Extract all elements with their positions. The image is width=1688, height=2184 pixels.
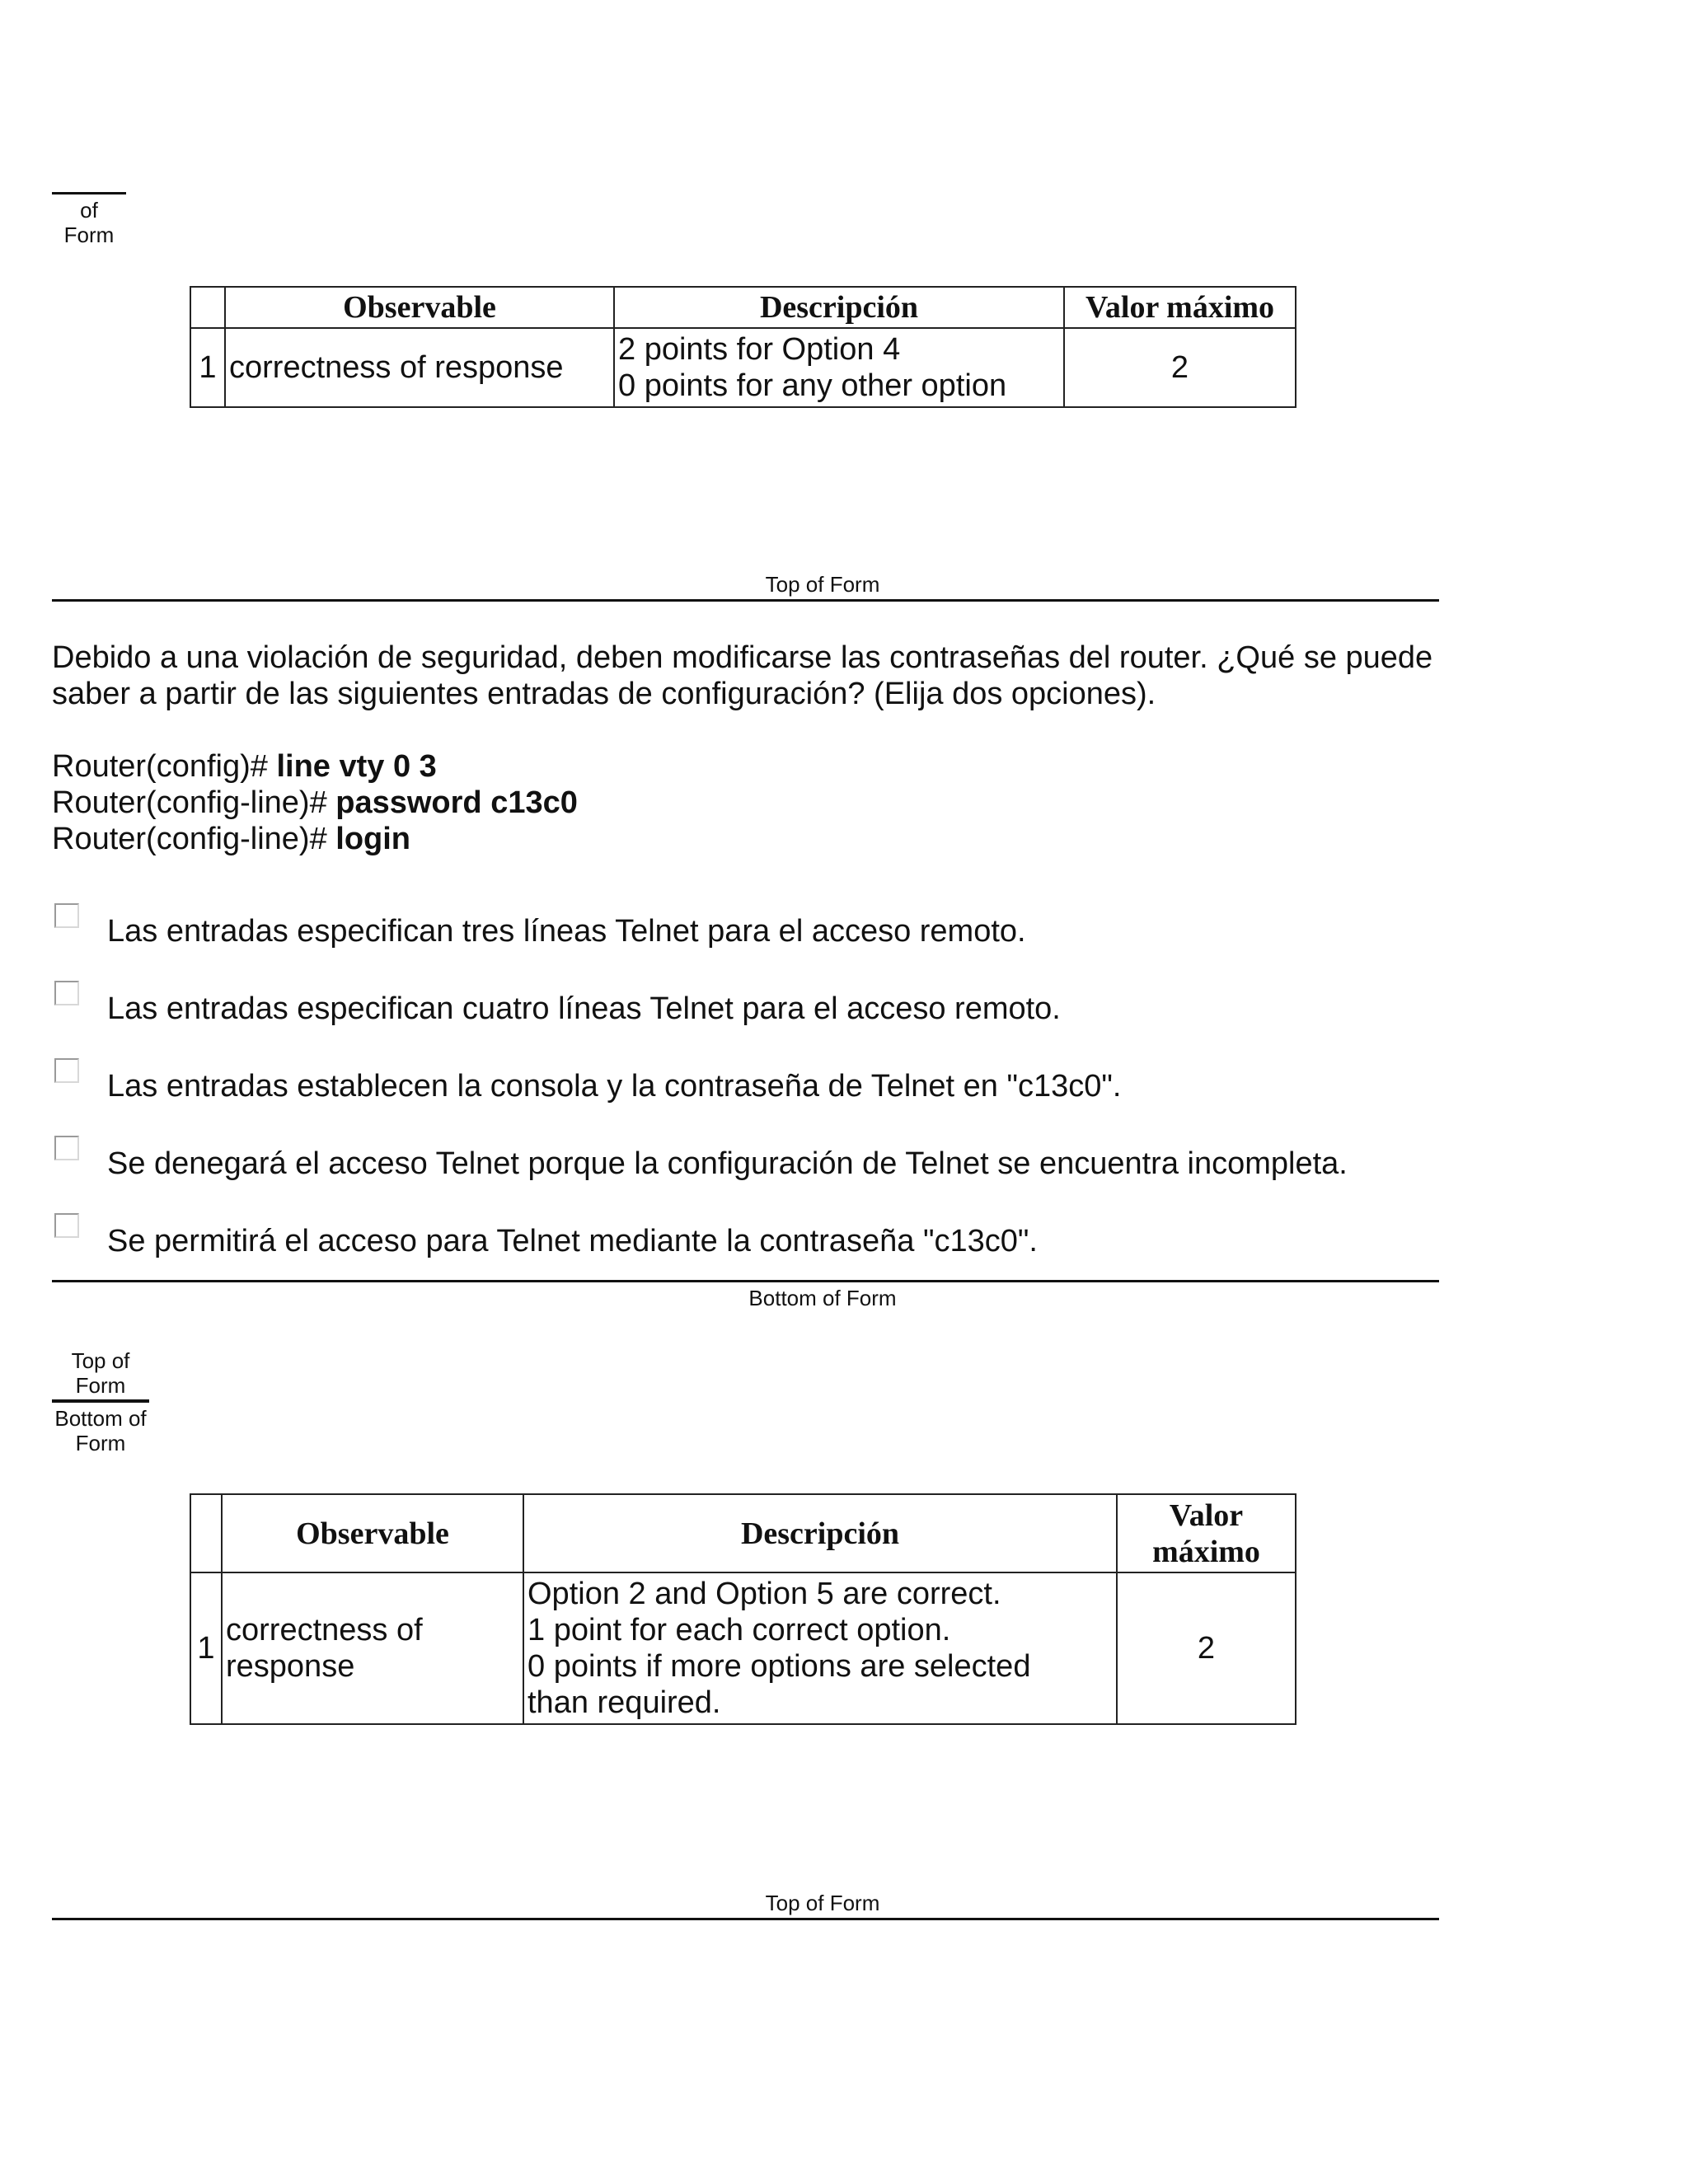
mini-form-top-label bbox=[52, 1348, 149, 1398]
config-command: line vty 0 3 bbox=[276, 749, 437, 784]
config-command: login bbox=[335, 822, 411, 856]
option-5-checkbox[interactable] bbox=[54, 1213, 79, 1238]
rubric2-observable-line: response bbox=[226, 1649, 355, 1684]
rubric1-header-observable: Observable bbox=[225, 287, 614, 328]
option-5-label: Se permitirá el acceso para Telnet mediante la contraseña "c13c0". bbox=[107, 1224, 1038, 1258]
rubric2-observable-line: correctness of bbox=[226, 1613, 423, 1647]
config-line bbox=[52, 785, 578, 821]
table-row bbox=[190, 328, 1296, 407]
rubric-table-1 bbox=[190, 286, 1296, 408]
mini-form-top-line2: Form bbox=[75, 1373, 126, 1398]
question-text bbox=[52, 640, 1659, 712]
rubric2-header-num bbox=[190, 1494, 222, 1572]
top-fragment-line2: Form bbox=[63, 223, 115, 247]
rubric1-num: 1 bbox=[190, 328, 225, 407]
rubric2-header-description: Descripción bbox=[523, 1494, 1117, 1572]
config-prompt: Router(config-line)# bbox=[52, 785, 336, 820]
rubric1-desc-line: 2 points for Option 4 bbox=[618, 332, 901, 367]
rubric2-observable bbox=[222, 1572, 523, 1724]
rubric2-desc-line: Option 2 and Option 5 are correct. bbox=[528, 1577, 1001, 1611]
rubric2-description bbox=[523, 1572, 1117, 1724]
config-prompt: Router(config-line)# bbox=[52, 822, 336, 856]
mini-form-bottom-line1: Bottom of bbox=[54, 1406, 147, 1431]
top-fragment-rule bbox=[52, 192, 126, 194]
option-1-label: Las entradas especifican tres líneas Telnet para el acceso remoto. bbox=[107, 914, 1026, 949]
form1-top-label: Top of Form bbox=[765, 572, 880, 597]
form1-top-rule bbox=[52, 599, 1439, 602]
rubric2-desc-line: than required. bbox=[528, 1685, 721, 1720]
config-line bbox=[52, 748, 578, 785]
rubric2-desc-line: 1 point for each correct option. bbox=[528, 1613, 951, 1647]
config-line bbox=[52, 821, 578, 857]
option-3-label: Las entradas establecen la consola y la contraseña de Telnet en "c13c0". bbox=[107, 1069, 1122, 1104]
mini-form-top-line1: Top of bbox=[71, 1348, 130, 1373]
rubric1-description bbox=[614, 328, 1064, 407]
mini-form-rule bbox=[52, 1399, 149, 1403]
top-fragment-line1: of bbox=[80, 198, 98, 223]
option-1-checkbox[interactable] bbox=[54, 903, 79, 928]
option-2-label: Las entradas especifican cuatro líneas Telnet para el acceso remoto. bbox=[107, 991, 1061, 1026]
option-3-checkbox[interactable] bbox=[54, 1058, 79, 1083]
rubric1-observable: correctness of response bbox=[225, 328, 614, 407]
form1-bottom-label: Bottom of Form bbox=[748, 1286, 897, 1310]
question-line: Debido a una violación de seguridad, deben modificarse las contraseñas del router. ¿Qué se puede bbox=[52, 640, 1433, 675]
mini-form-bottom-label bbox=[52, 1406, 149, 1455]
rubric2-desc-line: 0 points if more options are selected bbox=[528, 1649, 1031, 1684]
option-2-checkbox[interactable] bbox=[54, 981, 79, 1005]
config-block bbox=[52, 748, 578, 857]
rubric2-num: 1 bbox=[190, 1572, 222, 1724]
config-command: password c13c0 bbox=[335, 785, 578, 820]
form2-top-rule bbox=[52, 1918, 1439, 1920]
mini-form-bottom-line2: Form bbox=[75, 1431, 126, 1455]
option-4-label: Se denegará el acceso Telnet porque la configuración de Telnet se encuentra incompleta. bbox=[107, 1146, 1348, 1181]
top-fragment-label bbox=[52, 198, 126, 247]
rubric2-header-observable: Observable bbox=[222, 1494, 523, 1572]
config-prompt: Router(config)# bbox=[52, 749, 277, 784]
rubric-table-2 bbox=[190, 1493, 1296, 1725]
rubric2-header-max-value: Valor máximo bbox=[1117, 1494, 1296, 1572]
rubric1-header-description: Descripción bbox=[614, 287, 1064, 328]
form1-bottom-rule bbox=[52, 1280, 1439, 1282]
rubric1-header-max-value: Valor máximo bbox=[1064, 287, 1296, 328]
form2-top-label: Top of Form bbox=[765, 1891, 880, 1915]
option-4-checkbox[interactable] bbox=[54, 1136, 79, 1160]
rubric1-desc-line: 0 points for any other option bbox=[618, 368, 1007, 403]
rubric1-header-num bbox=[190, 287, 225, 328]
table-row bbox=[190, 1572, 1296, 1724]
rubric1-value: 2 bbox=[1064, 328, 1296, 407]
question-line: saber a partir de las siguientes entradas de configuración? (Elija dos opciones). bbox=[52, 677, 1156, 711]
rubric2-value: 2 bbox=[1117, 1572, 1296, 1724]
